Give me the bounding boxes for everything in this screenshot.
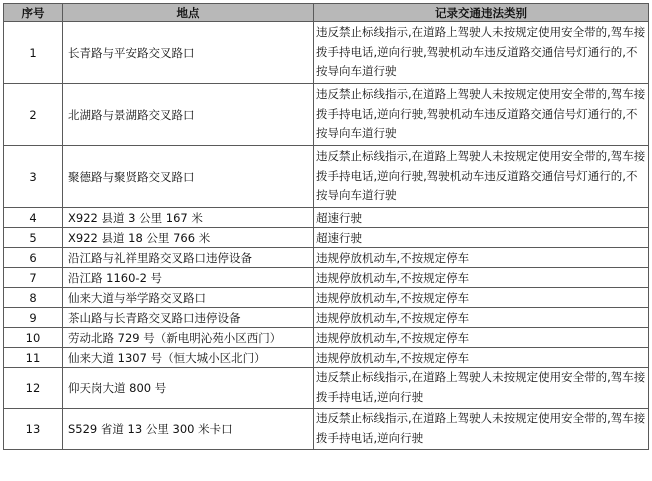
table-row <box>4 84 649 146</box>
cell-violation: 违反禁止标线指示,在道路上驾驶人未按规定使用安全带的,驾车接拨手持电话,逆向行驶,驾驶机动车违反道路交通信号灯通行的,不按导向车道行驶 <box>314 22 649 84</box>
cell-violation: 超速行驶 <box>314 208 649 228</box>
cell-violation: 违规停放机动车,不按规定停车 <box>314 268 649 288</box>
cell-no: 10 <box>4 328 63 348</box>
cell-location: 沿江路与礼祥里路交叉路口违停设备 <box>63 248 314 268</box>
cell-no: 12 <box>4 368 63 409</box>
cell-violation: 违规停放机动车,不按规定停车 <box>314 328 649 348</box>
table-row <box>4 146 649 208</box>
cell-no: 1 <box>4 22 63 84</box>
cell-location: 劳动北路 729 号（新电明沁苑小区西门） <box>63 328 314 348</box>
header-violation: 记录交通违法类别 <box>314 4 649 22</box>
cell-location: 仙来大道与举学路交叉路口 <box>63 288 314 308</box>
cell-violation: 超速行驶 <box>314 228 649 248</box>
cell-violation: 违规停放机动车,不按规定停车 <box>314 308 649 328</box>
table-row <box>4 409 649 450</box>
header-location: 地点 <box>63 4 314 22</box>
cell-violation: 违反禁止标线指示,在道路上驾驶人未按规定使用安全带的,驾车接拨手持电话,逆向行驶,驾驶机动车违反道路交通信号灯通行的,不按导向车道行驶 <box>314 146 649 208</box>
cell-no: 5 <box>4 228 63 248</box>
cell-location: X922 县道 18 公里 766 米 <box>63 228 314 248</box>
table-row <box>4 208 649 228</box>
table-row <box>4 368 649 409</box>
cell-location: 茶山路与长青路交叉路口违停设备 <box>63 308 314 328</box>
header-row <box>4 4 649 22</box>
cell-no: 7 <box>4 268 63 288</box>
table-row <box>4 308 649 328</box>
cell-violation: 违反禁止标线指示,在道路上驾驶人未按规定使用安全带的,驾车接拨手持电话,逆向行驶,驾驶机动车违反道路交通信号灯通行的,不按导向车道行驶 <box>314 84 649 146</box>
table-row <box>4 268 649 288</box>
table-row <box>4 248 649 268</box>
cell-violation: 违反禁止标线指示,在道路上驾驶人未按规定使用安全带的,驾车接拨手持电话,逆向行驶 <box>314 368 649 409</box>
header-no: 序号 <box>4 4 63 22</box>
cell-location: 聚德路与聚贤路交叉路口 <box>63 146 314 208</box>
cell-no: 9 <box>4 308 63 328</box>
table-row <box>4 22 649 84</box>
cell-no: 6 <box>4 248 63 268</box>
cell-no: 2 <box>4 84 63 146</box>
cell-no: 8 <box>4 288 63 308</box>
cell-location: 仙来大道 1307 号（恒大城小区北门） <box>63 348 314 368</box>
cell-violation: 违规停放机动车,不按规定停车 <box>314 288 649 308</box>
table-row <box>4 288 649 308</box>
cell-no: 4 <box>4 208 63 228</box>
cell-location: 沿江路 1160-2 号 <box>63 268 314 288</box>
cell-violation: 违规停放机动车,不按规定停车 <box>314 248 649 268</box>
cell-violation: 违规停放机动车,不按规定停车 <box>314 348 649 368</box>
cell-no: 13 <box>4 409 63 450</box>
cell-location: 北湖路与景湖路交叉路口 <box>63 84 314 146</box>
cell-violation: 违反禁止标线指示,在道路上驾驶人未按规定使用安全带的,驾车接拨手持电话,逆向行驶 <box>314 409 649 450</box>
table-row <box>4 228 649 248</box>
cell-location: 长青路与平安路交叉路口 <box>63 22 314 84</box>
cell-no: 3 <box>4 146 63 208</box>
cell-no: 11 <box>4 348 63 368</box>
cell-location: X922 县道 3 公里 167 米 <box>63 208 314 228</box>
cell-location: 仰天岗大道 800 号 <box>63 368 314 409</box>
cell-location: S529 省道 13 公里 300 米卡口 <box>63 409 314 450</box>
violation-records-table <box>3 3 649 450</box>
table-row <box>4 348 649 368</box>
table-row <box>4 328 649 348</box>
